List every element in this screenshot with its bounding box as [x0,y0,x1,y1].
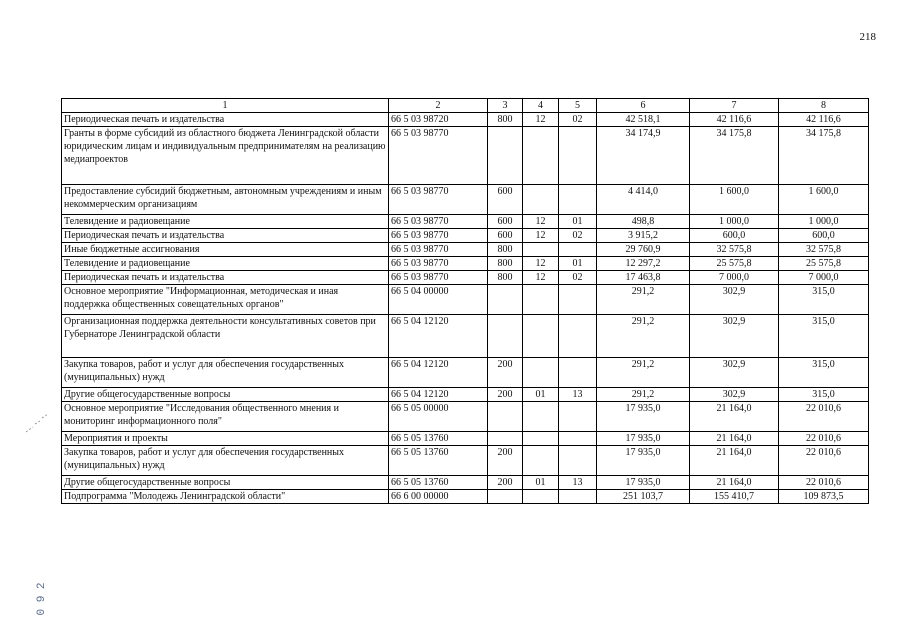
row-value8-cell: 1 000,0 [779,215,869,229]
row-value8-cell: 42 116,6 [779,113,869,127]
table-row [62,215,869,229]
row-col3-cell: 200 [488,388,523,402]
row-value7-cell: 1 600,0 [690,185,779,215]
row-value8-cell: 7 000,0 [779,271,869,285]
row-col4-cell [523,432,559,446]
row-col4-cell: 01 [523,388,559,402]
row-value8-cell: 32 575,8 [779,243,869,257]
row-value7-cell: 302,9 [690,388,779,402]
table-row [62,243,869,257]
row-value8-cell: 315,0 [779,358,869,388]
row-col4-cell: 12 [523,257,559,271]
row-name-cell: Другие общегосударственные вопросы [62,388,389,402]
row-value7-cell: 302,9 [690,315,779,358]
row-code-cell: 66 5 04 12120 [389,388,488,402]
row-col4-cell [523,358,559,388]
table-row [62,402,869,432]
table-row [62,127,869,185]
header-cell: 7 [690,99,779,113]
header-row [62,99,869,113]
row-value7-cell: 1 000,0 [690,215,779,229]
row-col5-cell [559,243,597,257]
row-code-cell: 66 5 03 98770 [389,185,488,215]
row-value8-cell: 34 175,8 [779,127,869,185]
row-value8-cell: 22 010,6 [779,446,869,476]
header-cell: 8 [779,99,869,113]
row-name-cell: Иные бюджетные ассигнования [62,243,389,257]
table-row [62,490,869,504]
row-value8-cell: 109 873,5 [779,490,869,504]
row-value7-cell: 21 164,0 [690,402,779,432]
header-cell: 2 [389,99,488,113]
row-value8-cell: 600,0 [779,229,869,243]
row-value7-cell: 25 575,8 [690,257,779,271]
row-value8-cell: 22 010,6 [779,476,869,490]
row-col5-cell [559,432,597,446]
row-value6-cell: 17 463,8 [597,271,690,285]
row-name-cell: Периодическая печать и издательства [62,271,389,285]
table-row [62,358,869,388]
row-value7-cell: 7 000,0 [690,271,779,285]
row-name-cell: Основное мероприятие "Информационная, методическая и иная поддержка общественных совещательных органов" [62,285,389,315]
row-col3-cell: 800 [488,257,523,271]
row-col4-cell [523,315,559,358]
row-value8-cell: 315,0 [779,315,869,358]
row-col5-cell [559,127,597,185]
row-code-cell: 66 5 03 98770 [389,257,488,271]
header-cell: 4 [523,99,559,113]
row-value8-cell: 22 010,6 [779,402,869,432]
row-col3-cell: 600 [488,215,523,229]
row-col4-cell [523,446,559,476]
row-value6-cell: 29 760,9 [597,243,690,257]
row-value6-cell: 291,2 [597,388,690,402]
row-col4-cell: 12 [523,113,559,127]
row-value7-cell: 302,9 [690,358,779,388]
row-value6-cell: 17 935,0 [597,432,690,446]
row-col4-cell [523,285,559,315]
row-name-cell: Периодическая печать и издательства [62,113,389,127]
row-col5-cell: 01 [559,215,597,229]
row-code-cell: 66 5 03 98770 [389,243,488,257]
row-col5-cell: 13 [559,476,597,490]
row-value8-cell: 1 600,0 [779,185,869,215]
row-col3-cell [488,490,523,504]
row-col4-cell: 12 [523,229,559,243]
row-code-cell: 66 5 03 98770 [389,271,488,285]
table-row [62,476,869,490]
row-value6-cell: 291,2 [597,285,690,315]
row-col5-cell [559,285,597,315]
row-col3-cell [488,127,523,185]
row-col3-cell: 800 [488,113,523,127]
row-value8-cell: 22 010,6 [779,432,869,446]
row-value6-cell: 291,2 [597,358,690,388]
row-name-cell: Гранты в форме субсидий из областного бюджета Ленинградской области юридическим лицам и индивидуальным предпринимателям на реализацию медиапроектов [62,127,389,185]
row-col5-cell [559,402,597,432]
row-name-cell: Мероприятия и проекты [62,432,389,446]
row-name-cell: Подпрограмма "Молодежь Ленинградской области" [62,490,389,504]
table-row [62,271,869,285]
row-value6-cell: 3 915,2 [597,229,690,243]
page-number: 218 [859,31,876,43]
row-name-cell: Организационная поддержка деятельности консультативных советов при Губернаторе Ленинградской области [62,315,389,358]
row-value6-cell: 17 935,0 [597,402,690,432]
row-col3-cell: 800 [488,271,523,285]
row-code-cell: 66 5 05 00000 [389,402,488,432]
row-col3-cell [488,402,523,432]
row-col4-cell [523,490,559,504]
row-value6-cell: 251 103,7 [597,490,690,504]
row-code-cell: 66 5 03 98770 [389,127,488,185]
row-name-cell: Закупка товаров, работ и услуг для обеспечения государственных (муниципальных) нужд [62,358,389,388]
row-value6-cell: 42 518,1 [597,113,690,127]
table-row [62,388,869,402]
row-code-cell: 66 5 04 12120 [389,358,488,388]
table-row [62,446,869,476]
row-col5-cell: 01 [559,257,597,271]
row-value7-cell: 34 175,8 [690,127,779,185]
budget-table [61,98,869,504]
header-cell: 5 [559,99,597,113]
row-name-cell: Закупка товаров, работ и услуг для обеспечения государственных (муниципальных) нужд [62,446,389,476]
row-name-cell: Другие общегосударственные вопросы [62,476,389,490]
row-code-cell: 66 5 03 98770 [389,215,488,229]
row-value6-cell: 12 297,2 [597,257,690,271]
row-code-cell: 66 5 05 13760 [389,446,488,476]
row-col3-cell: 200 [488,358,523,388]
row-value7-cell: 21 164,0 [690,446,779,476]
row-value8-cell: 315,0 [779,388,869,402]
row-code-cell: 66 5 04 00000 [389,285,488,315]
row-value7-cell: 32 575,8 [690,243,779,257]
row-code-cell: 66 5 05 13760 [389,476,488,490]
row-name-cell: Телевидение и радиовещание [62,215,389,229]
table-row [62,285,869,315]
row-value6-cell: 4 414,0 [597,185,690,215]
row-value7-cell: 302,9 [690,285,779,315]
row-code-cell: 66 5 05 13760 [389,432,488,446]
row-col5-cell: 02 [559,229,597,243]
row-col4-cell [523,127,559,185]
row-col5-cell [559,358,597,388]
row-value7-cell: 21 164,0 [690,476,779,490]
row-value7-cell: 21 164,0 [690,432,779,446]
row-code-cell: 66 5 03 98770 [389,229,488,243]
row-col5-cell [559,185,597,215]
header-cell: 3 [488,99,523,113]
row-col3-cell: 600 [488,229,523,243]
row-col3-cell: 600 [488,185,523,215]
margin-scribble [24,412,50,434]
margin-stamp-text: 0 9 2 [35,582,48,616]
row-col3-cell [488,315,523,358]
row-name-cell: Предоставление субсидий бюджетным, автономным учреждениям и иным некоммерческим организациям [62,185,389,215]
row-code-cell: 66 5 04 12120 [389,315,488,358]
row-value7-cell: 42 116,6 [690,113,779,127]
row-col4-cell [523,243,559,257]
margin-stamp [34,581,48,617]
row-name-cell: Основное мероприятие "Исследования общественного мнения и мониторинг информационного поля" [62,402,389,432]
row-col5-cell: 02 [559,113,597,127]
header-cell: 6 [597,99,690,113]
row-value8-cell: 25 575,8 [779,257,869,271]
row-col4-cell: 12 [523,215,559,229]
table-row [62,257,869,271]
row-value6-cell: 17 935,0 [597,476,690,490]
row-col4-cell: 01 [523,476,559,490]
table-row [62,113,869,127]
row-col5-cell [559,315,597,358]
table-body [62,113,869,504]
row-col5-cell: 02 [559,271,597,285]
table-row [62,432,869,446]
row-code-cell: 66 5 03 98720 [389,113,488,127]
row-value7-cell: 600,0 [690,229,779,243]
row-value6-cell: 498,8 [597,215,690,229]
row-col5-cell [559,446,597,476]
row-col4-cell [523,185,559,215]
row-code-cell: 66 6 00 00000 [389,490,488,504]
table-row [62,229,869,243]
header-cell: 1 [62,99,389,113]
row-name-cell: Телевидение и радиовещание [62,257,389,271]
row-col4-cell: 12 [523,271,559,285]
row-value8-cell: 315,0 [779,285,869,315]
row-name-cell: Периодическая печать и издательства [62,229,389,243]
row-value6-cell: 17 935,0 [597,446,690,476]
table-row [62,315,869,358]
row-col3-cell: 800 [488,243,523,257]
row-col4-cell [523,402,559,432]
row-col3-cell [488,432,523,446]
row-col5-cell [559,490,597,504]
row-value6-cell: 291,2 [597,315,690,358]
table-row [62,185,869,215]
row-col3-cell: 200 [488,476,523,490]
row-col3-cell: 200 [488,446,523,476]
row-col3-cell [488,285,523,315]
row-value7-cell: 155 410,7 [690,490,779,504]
row-value6-cell: 34 174,9 [597,127,690,185]
row-col5-cell: 13 [559,388,597,402]
